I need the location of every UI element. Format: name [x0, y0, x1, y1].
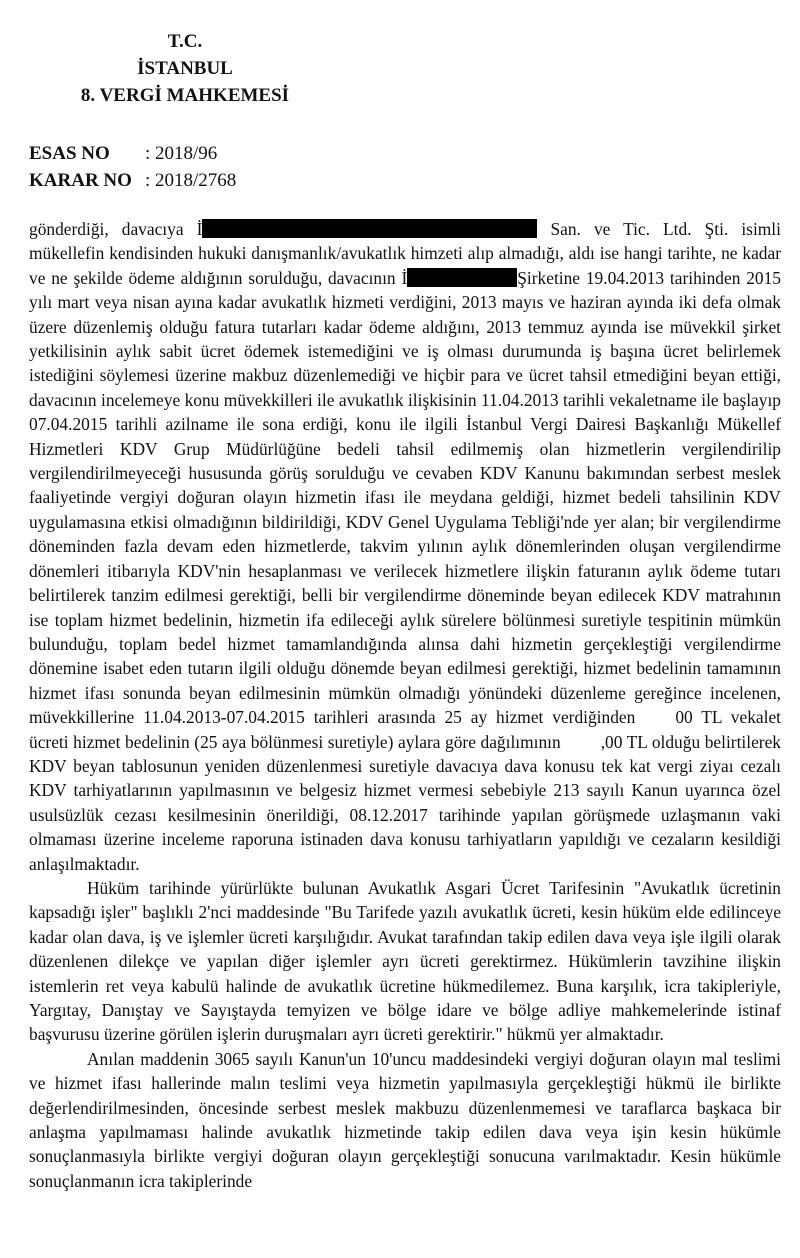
esas-value: : 2018/96 [145, 143, 218, 164]
p1-part-e: ,00 TL olduğu belirtilerek KDV beyan tablosunun yeniden düzenlenmesi suretiyle davacıya dava konusu tek kat vergi ziyaı cezalı KDV tarhiyatlarının yapılmasının ve belgesiz hizmet vermesi sebebiyle 213 sayılı Kanun uyarınca özel usulsüzlük cezası kesilmesinin önerildiği, 08.12.2017 tarihinde yapılan görüşmede uzlaşmanın vaki olmaması üzerine inceleme raporuna istinaden dava konusu tarhiyatların yapıldığı ve cezaların kesildiği anlaşılmaktadır. [29, 731, 781, 874]
header-tc: T.C. [167, 31, 203, 52]
redaction-block [407, 268, 517, 287]
karar-row [29, 167, 236, 194]
esas-label: ESAS NO [29, 143, 110, 164]
paragraph-2: Hüküm tarihinde yürürlükte bulunan Avukatlık Asgari Ücret Tarifesinin "Avukatlık ücretinin kapsadığı işler" başlıklı 2'nci maddesinde "Bu Tarifede yazılı avukatlık ücreti, kesin hüküm elde edilinceye kadar olan dava, iş ve işlemler ücreti karşılığıdır. Avukat tarafından takip edilen dava veya işle ilgili olarak düzenlenen dilekçe ve yapılan diğer işlemler ayrı ücreti gerektirmez. Hükümlerin tavzihine ilişkin istemlerin ret veya kabulü halinde de avukatlık ücretine hükmedilemez. Buna karşılık, icra takipleriyle, Yargıtay, Danıştay ve Sayıştayda temyizen ve bölge idare ve bölge adliye mahkemelerinde istinaf başvurusu üzerine görülen işlerin duruşmaları ayrı ücreti gerektirir." hükmü yer almaktadır. [29, 877, 781, 1045]
karar-value: : 2018/2768 [145, 170, 237, 191]
p1-part-b: San. ve Tic. Ltd. Şti. isimli mükellefin kendisinden hukuki danışmanlık/avukatlık himzeti alıp almadığı, aldı ise hangi tarihte, ne kadar ve ne şekilde ödeme aldığının sorulduğu, davacının İ [29, 219, 781, 288]
p1-part-a: gönderdiği, davacıya İ [29, 219, 203, 239]
paragraph-1 [29, 217, 781, 876]
paragraph-3: Anılan maddenin 3065 sayılı Kanun'un 10'uncu maddesindeki vergiyi doğuran olayın mal teslimi ve hizmet ifası hallerinde malın teslimi veya hizmetin yapılmasıyla gerçekleştiği hükmü ile birlikte değerlendirilmesinden, öncesinde serbest meslek makbuzu düzenlenmemesi ve taraflarca başkaca bir anlaşma yapılmaması halinde avukatlık hizmetinde takip edilen dava veya işin kesin hükümle sonuçlanmasıyla birlikte vergiyi doğuran olayın gerçekleştiği sonucuna varılmaktadır. Kesin hükümle sonuçlanmanın icra takiplerinde [29, 1048, 781, 1191]
karar-label: KARAR NO [29, 170, 132, 191]
document-body [29, 217, 781, 1193]
p1-part-c: Şirketine 19.04.2013 tarihinden 2015 yılı mart veya nisan ayına kadar avukatlık hizmeti verdiğini, 2013 mayıs ve haziran ayında iki defa olmak üzere düzenlemiş olduğu fatura tutarları kadar ödeme aldığını, 2013 temmuz ayında ise müvekkil şirket yetkilisinin aylık sabit ücret ödemek istemediğini ve iş olması durumunda iş başına ücret belirlemek istediğini söylemesi üzerine makbuz düzenlemediği ve hiçbir para ve ücret tahsil etmediğini beyan ettiği, davacının incelemeye konu müvekkilleri ile avukatlık ilişkisinin 11.04.2013 tarihli vekaletname ile başlayıp 07.04.2015 tarihli azilname ile sona erdiği, konu ile ilgili İstanbul Vergi Dairesi Başkanlığı Mükellef Hizmetleri KDV Grup Müdürlüğüne bedeli tahsil edilmemiş olan hizmetlerin vergilendirilip vergilendirilmeyeceği hususunda görüş sorulduğu ve cevaben KDV Kanunu bakımından serbest meslek faaliyetinde vergiyi doğuran olayın hizmetin ifası ile meydana geldiği, hizmet bedeli tahsilinin KDV uygulamasına etkisi olmadığının bildirildiği, KDV Genel Uygulama Tebliği'nde yer alan; bir vergilendirme döneminden fazla devam eden hizmetlerde, takvim yılının aylık dönemlerinden oluşan vergilendirme dönemleri itibarıyla KDV'nin hesaplanması ve verilecek hizmetlere ilişkin faturanın aylık ödeme tutarı belirtilerek tanzim edilmesi gerektiği, belli bir vergilendirme döneminde beyan edilecek KDV matrahının ise toplam hizmet bedelinin, hizmetin ifa edileceği aylık sürelere bölünmesi suretiyle tespitinin mümkün bulunduğu, toplam bedel hizmet tamamlandığında alınsa dahi hizmetin gerçekleştiği vergilendirme dönemine isabet eden tutarın ilgili olduğu dönemde beyan edilmesi gerektiği, hizmet bedelinin tamamının hizmet ifası sonunda beyan edilmesinin mümkün olmadığı yönündeki düzenleme gereğince incelenen, müvekkillerine 11.04.2013-07.04.2015 tarihleri arasında 25 ay hizmet verdiğinden [29, 267, 781, 728]
case-meta [29, 140, 236, 194]
header-court-name: 8. VERGİ MAHKEMESİ [80, 85, 290, 106]
header-city: İSTANBUL [137, 58, 233, 79]
court-header [0, 28, 370, 109]
p1-part-d: 00 TL vekalet ücreti hizmet bedelinin (25 aya bölünmesi suretiyle) aylara göre dağılımının [29, 707, 781, 752]
redaction-block [202, 219, 537, 238]
esas-row [29, 140, 236, 167]
